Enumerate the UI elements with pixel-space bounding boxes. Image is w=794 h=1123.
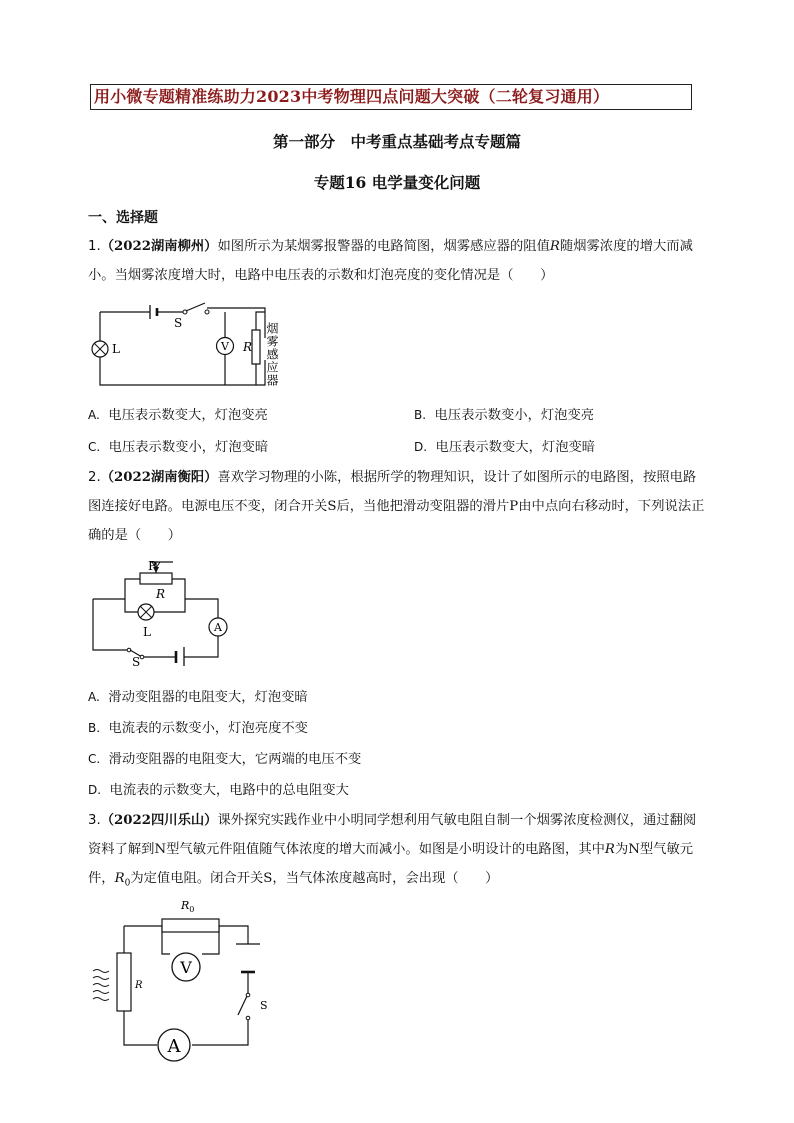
- circuit-wire: [124, 926, 248, 1045]
- option-letter: D.: [414, 440, 428, 454]
- switch-label: S: [260, 999, 268, 1012]
- question-text: 喜欢学习物理的小陈，根据所学的物理知识，设计了如图所示的电路图，按照电路图连接好电路。电源电压不变，闭合开关S后，当他把滑动变阻器的滑片P由中点向右移动时，下列说法正确的是（ ）: [88, 470, 705, 543]
- fixed-resistor-icon: [162, 919, 219, 932]
- series-banner: 用小微专题精准练助力2023中考物理四点问题大突破（二轮复习通用）: [90, 84, 692, 110]
- switch-label: S: [174, 316, 183, 330]
- option-a[interactable]: [88, 686, 308, 705]
- switch-label: S: [132, 655, 141, 666]
- lamp-icon: [92, 341, 108, 357]
- option-d[interactable]: [88, 779, 349, 798]
- resistor-label: R: [243, 340, 253, 354]
- question-1-circuit-figure: [85, 300, 295, 392]
- variable: R: [114, 871, 125, 886]
- sensor-label: 烟雾感应器: [265, 322, 279, 387]
- question-number: 2.: [88, 470, 101, 485]
- voltmeter-label: V: [180, 958, 192, 977]
- fixed-resistor-label: $R_0$: [181, 899, 195, 914]
- battery-icon: [176, 647, 184, 666]
- ammeter-label: A: [214, 621, 222, 634]
- circuit-wire: [100, 308, 265, 385]
- question-number: 3.: [88, 813, 101, 828]
- lamp-label: L: [112, 342, 120, 356]
- question-text: 随烟雾浓度的增大而减小。当烟雾浓度增大时，电路中电压表的示数和灯泡亮度的变化情况是（ ）: [88, 239, 693, 283]
- part-title: 第一部分 中考重点基础考点专题篇: [272, 132, 521, 151]
- variable-subscript: 0: [124, 878, 131, 889]
- option-letter: D.: [88, 783, 102, 797]
- question-source: （2022湖南衡阳）: [100, 470, 218, 485]
- option-text: 电流表的示数变小，灯泡亮度不变: [108, 721, 308, 736]
- switch-icon: [183, 303, 209, 314]
- option-letter: B.: [88, 721, 101, 735]
- option-text: 滑动变阻器的电阻变大，灯泡变暗: [108, 690, 308, 705]
- variable: R: [604, 842, 615, 857]
- battery-icon: [236, 944, 260, 972]
- question-1-stem: [88, 232, 706, 290]
- option-letter: B.: [414, 408, 427, 422]
- option-text: 电压表示数变小，灯泡变亮: [434, 408, 595, 423]
- option-b[interactable]: [88, 717, 308, 736]
- question-number: 1.: [88, 239, 101, 254]
- switch-icon: [238, 993, 250, 1033]
- rheostat-icon: [140, 573, 172, 584]
- option-c[interactable]: [88, 436, 268, 455]
- gas-flow-icon: [93, 970, 109, 1001]
- option-letter: C.: [88, 440, 101, 454]
- lamp-branch-wire: [125, 599, 185, 612]
- question-source: （2022四川乐山）: [100, 813, 218, 828]
- option-d[interactable]: [414, 436, 595, 455]
- option-text: 滑动变阻器的电阻变大，它两端的电压不变: [108, 752, 362, 767]
- option-c[interactable]: [88, 748, 361, 767]
- option-text: 电压表示数变大，灯泡变亮: [108, 408, 268, 423]
- question-3-stem: [88, 806, 706, 899]
- lamp-icon: [138, 604, 154, 620]
- question-text: 如图所示为某烟雾报警器的电路简图，烟雾感应器的阻值: [217, 239, 550, 254]
- gas-sensor-resistor-icon: [117, 953, 131, 1011]
- option-text: 电压表示数变小，灯泡变暗: [108, 440, 269, 455]
- question-2-stem: [88, 463, 706, 550]
- variable: R: [549, 239, 560, 254]
- option-letter: C.: [88, 752, 101, 766]
- battery-icon: [150, 305, 157, 319]
- option-letter: A.: [88, 690, 100, 704]
- lamp-label: L: [143, 625, 151, 639]
- sensor-resistor-icon: [252, 330, 260, 364]
- question-text: 为N型气敏元件，: [88, 842, 694, 886]
- topic-title: 专题16 电学量变化问题: [313, 173, 481, 192]
- option-b[interactable]: [414, 404, 594, 423]
- option-text: 电流表的示数变大，电路中的总电阻变大: [109, 783, 349, 798]
- question-3-circuit-figure: [88, 893, 278, 1063]
- option-a[interactable]: [88, 404, 268, 423]
- slider-label: P: [148, 559, 157, 573]
- option-text: 电压表示数变大，灯泡变暗: [435, 440, 596, 455]
- question-source: （2022湖南柳州）: [100, 239, 218, 254]
- question-2-circuit-figure: [85, 554, 235, 666]
- question-text: 为定值电阻。闭合开关S，当气体浓度越高时，会出现（ ）: [130, 871, 499, 886]
- resistor-label: R: [135, 980, 143, 991]
- ammeter-label: A: [167, 1036, 181, 1057]
- option-letter: A.: [88, 408, 100, 422]
- voltmeter-label: V: [221, 340, 229, 353]
- question-text: 课外探究实践作业中小明同学想利用气敏电阻自制一个烟雾浓度检测仪，通过翻阅资料了解到N型气敏元件阻值随气体浓度的增大而减小。如图是小明设计的电路图，其中: [88, 813, 697, 857]
- circuit-wire: [93, 599, 218, 657]
- resistor-label: R: [156, 587, 166, 601]
- section-title: 一、选择题: [88, 210, 158, 226]
